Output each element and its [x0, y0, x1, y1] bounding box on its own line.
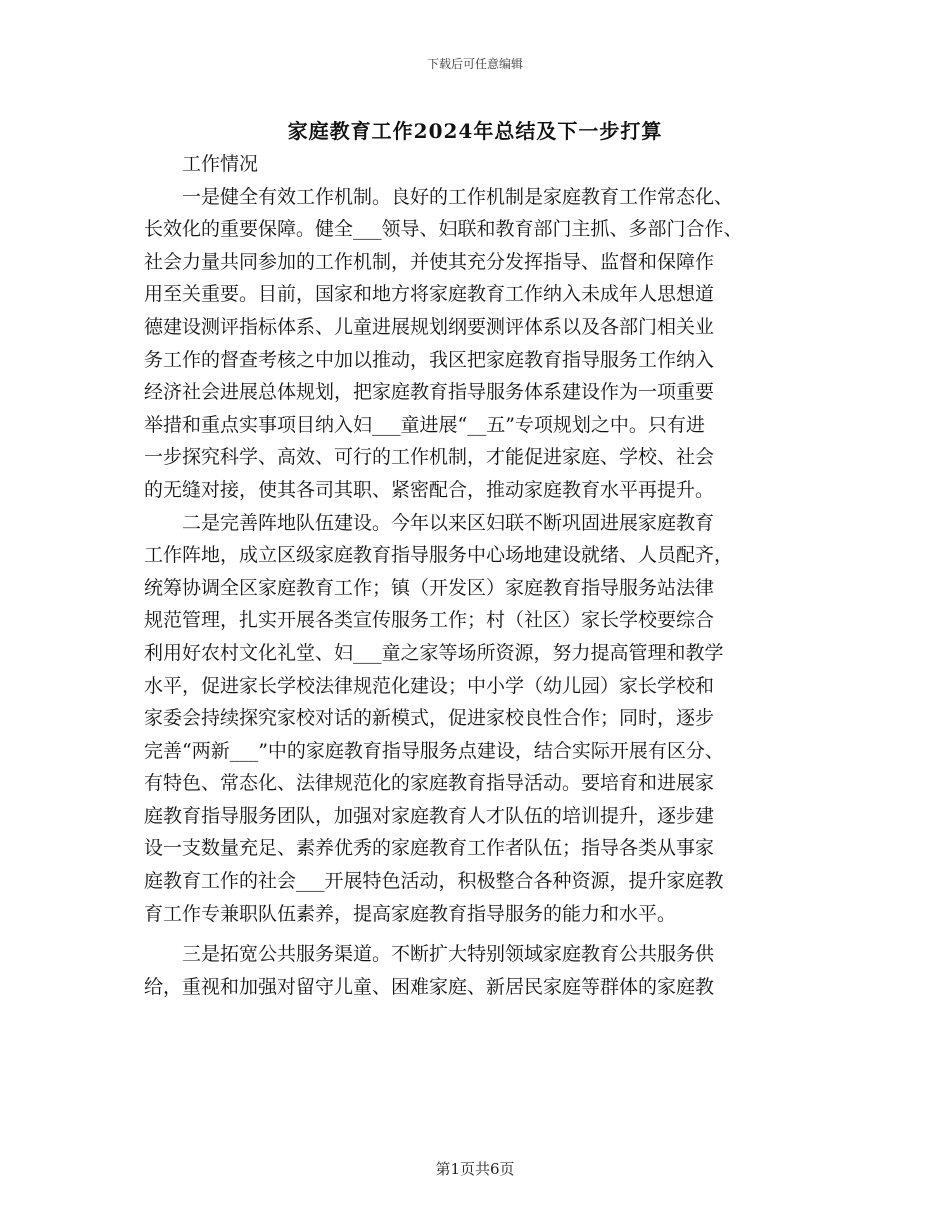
paragraph-line: 工作阵地，成立区级家庭教育指导服务中心场地建设就绪、人员配齐， — [144, 544, 734, 567]
paragraph-line: 社会力量共同参加的工作机制，并使其充分发挥指导、监督和保障作 — [144, 250, 715, 273]
document-title: 家庭教育工作2024年总结及下一步打算 — [287, 119, 663, 143]
header-note: 下载后可任意编辑 — [426, 57, 523, 71]
paragraph-line: 庭教育工作的社会___开展特色活动，积极整合各种资源，提升家庭教 — [144, 870, 724, 893]
paragraph-line: 二是完善阵地队伍建设。今年以来区妇联不断巩固进展家庭教育 — [182, 511, 715, 534]
paragraph-line: 利用好农村文化礼堂、妇___童之家等场所资源，努力提高管理和教学 — [144, 641, 724, 664]
paragraph-line: 一步探究科学、高效、可行的工作机制，才能促进家庭、学校、社会 — [144, 446, 715, 469]
paragraph-line: 设一支数量充足、素养优秀的家庭教育工作者队伍；指导各类从事家 — [144, 837, 715, 860]
paragraph-line: 长效化的重要保障。健全___领导、妇联和教育部门主抓、多部门合作、 — [144, 218, 743, 241]
paragraph-line: 一是健全有效工作机制。良好的工作机制是家庭教育工作常态化、 — [182, 185, 734, 208]
paragraph-3 — [144, 938, 820, 1003]
paragraph-line: 三是拓宽公共服务渠道。不断扩大特别领域家庭教育公共服务供 — [182, 943, 715, 966]
paragraph-spacer — [144, 930, 820, 938]
paragraph-1 — [144, 181, 820, 507]
paragraph-line: 给，重视和加强对留守儿童、困难家庭、新居民家庭等群体的家庭教 — [144, 975, 715, 998]
paragraph-line: 育工作专兼职队伍素养，提高家庭教育指导服务的能力和水平。 — [144, 902, 677, 925]
page-number-footer: 第1页共6页 — [435, 1160, 515, 1178]
paragraph-line: 庭教育指导服务团队，加强对家庭教育人才队伍的培训提升，逐步建 — [144, 804, 715, 827]
paragraph-line: 规范管理，扎实开展各类宣传服务工作；村（社区）家长学校要综合 — [144, 609, 715, 632]
paragraph-line: 有特色、常态化、法律规范化的家庭教育指导活动。要培育和进展家 — [144, 772, 715, 795]
paragraph-line: 家委会持续探究家校对话的新模式，促进家校良性合作；同时，逐步 — [144, 707, 715, 730]
paragraph-2 — [144, 507, 820, 931]
paragraph-line: 务工作的督查考核之中加以推动，我区把家庭教育指导服务工作纳入 — [144, 348, 715, 371]
paragraph-line: 经济社会进展总体规划，把家庭教育指导服务体系建设作为一项重要 — [144, 381, 715, 404]
paragraph-line: 德建设测评指标体系、儿童进展规划纲要测评体系以及各部门相关业 — [144, 315, 715, 338]
paragraph-line: 水平，促进家长学校法律规范化建设；中小学（幼儿园）家长学校和 — [144, 674, 715, 697]
paragraph-line: 统筹协调全区家庭教育工作；镇（开发区）家庭教育指导服务站法律 — [144, 576, 715, 599]
paragraph-line: 用至关重要。目前，国家和地方将家庭教育工作纳入未成年人思想道 — [144, 283, 715, 306]
paragraph-line: 完善“两新___”中的家庭教育指导服务点建设，结合实际开展有区分、 — [144, 739, 724, 762]
document-body — [144, 148, 820, 1003]
paragraph-line: 举措和重点实事项目纳入妇___童进展“__五”专项规划之中。只有进 — [144, 413, 705, 436]
section-heading: 工作情况 — [182, 153, 259, 175]
paragraph-line: 的无缝对接，使其各司其职、紧密配合，推动家庭教育水平再提升。 — [144, 478, 715, 501]
